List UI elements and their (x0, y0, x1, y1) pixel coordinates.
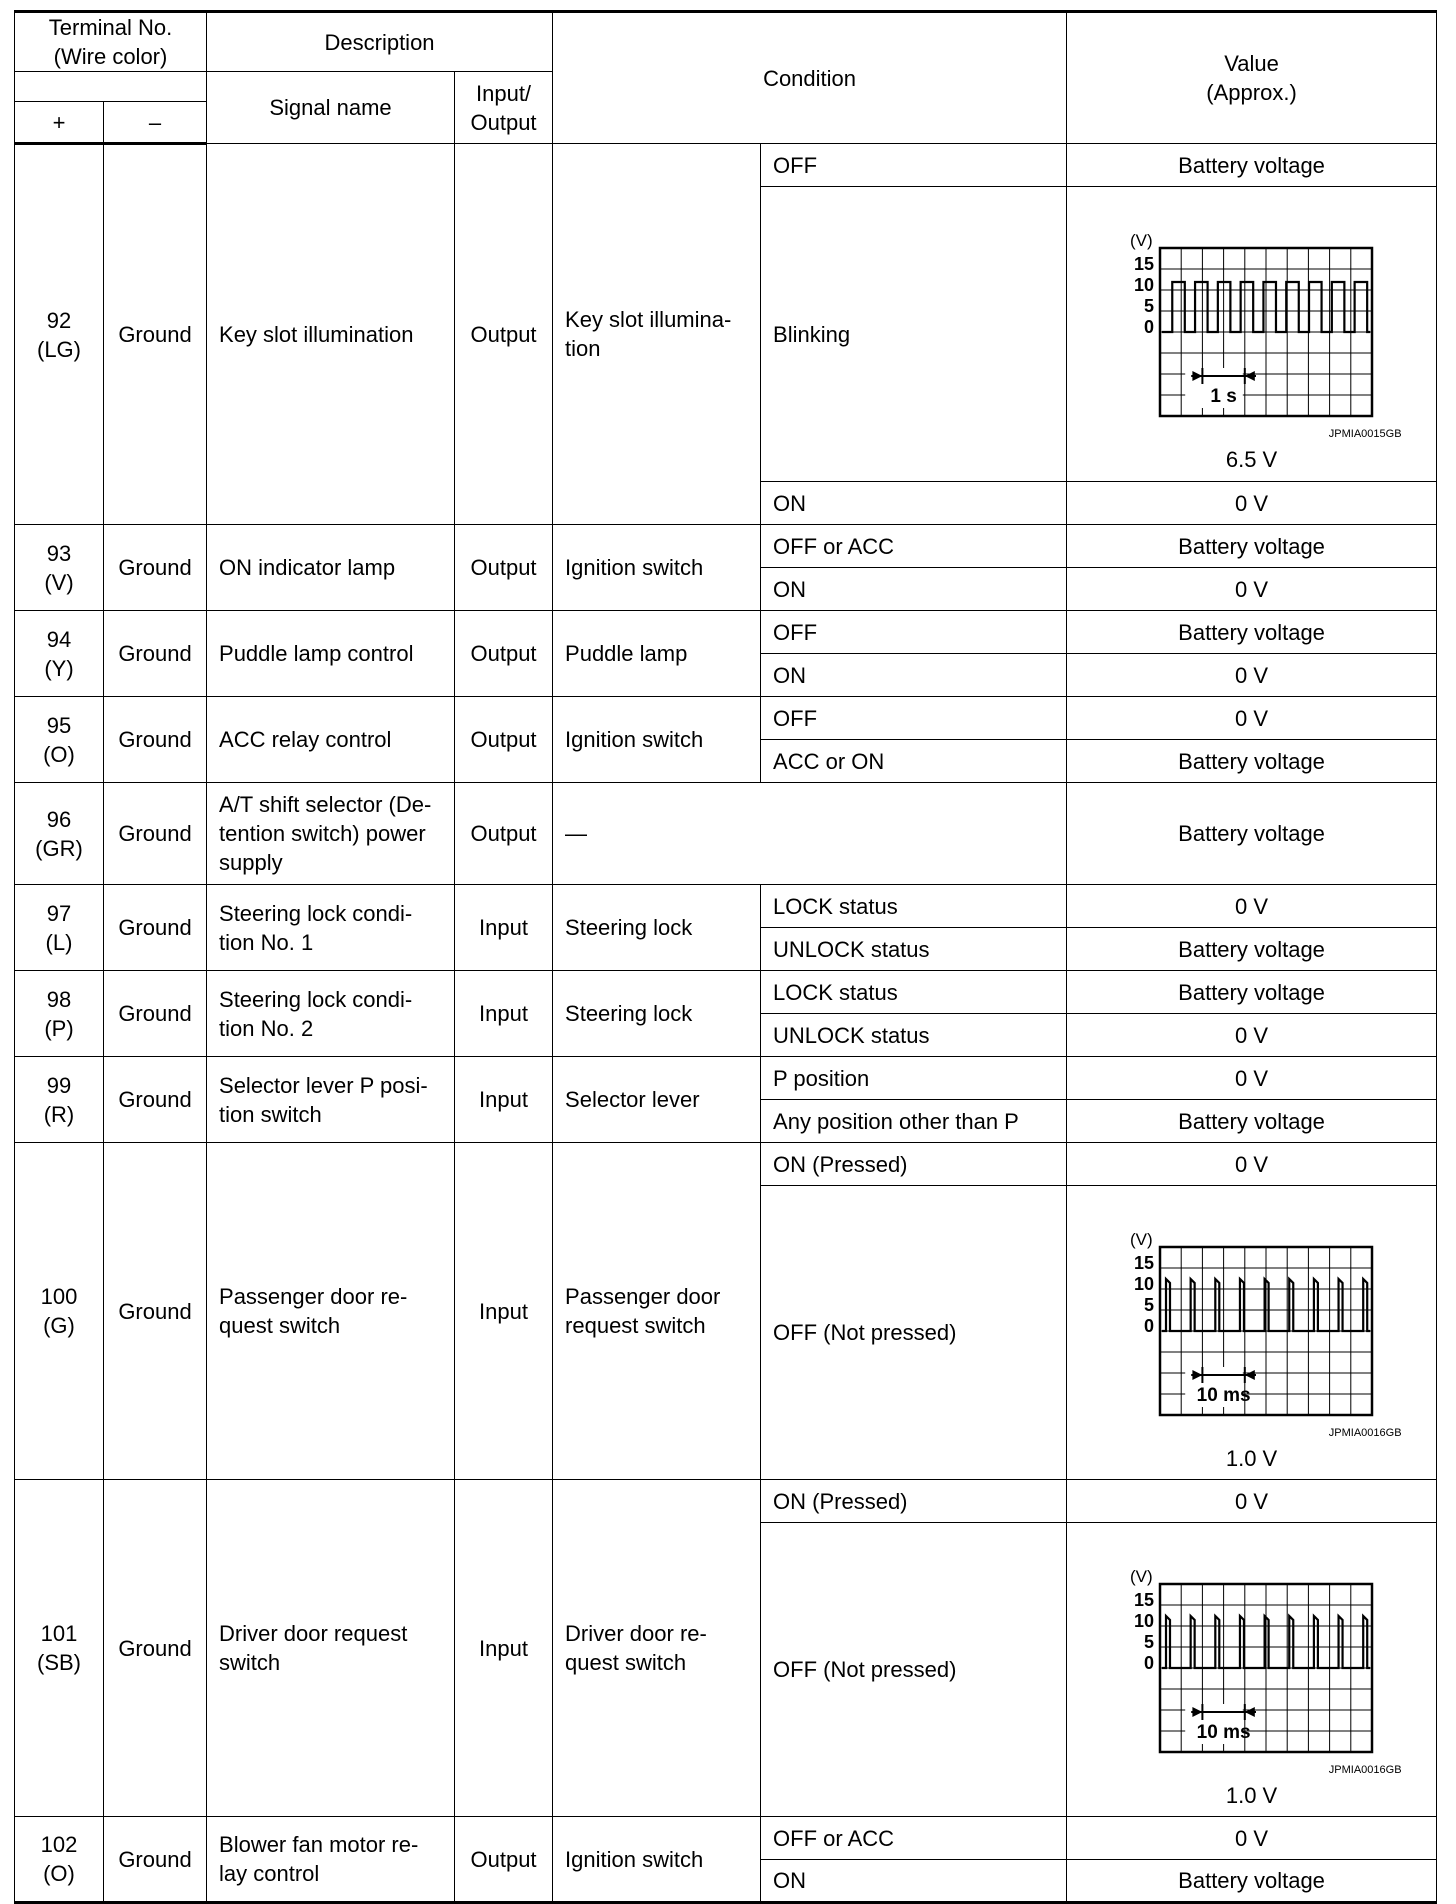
tick-label: 5 (1143, 296, 1154, 316)
value-cell: Battery voltage (1067, 144, 1437, 187)
wire-color: (G) (43, 1313, 75, 1338)
waveform-value: 1.0 V (1225, 1782, 1278, 1808)
header-plus: + (15, 102, 104, 144)
terminal-number: 92 (46, 307, 72, 333)
header-description: Description (207, 12, 553, 72)
tick-label: 5 (1143, 1294, 1154, 1315)
header-signal-name: Signal name (207, 72, 455, 144)
header-value (1067, 12, 1437, 144)
condition-cell: OFF (761, 611, 1067, 654)
condition-cell: Any position other than P (761, 1100, 1067, 1143)
value-cell: 0 V (1067, 885, 1437, 928)
terminal-cell (15, 1480, 104, 1817)
io-cell: Output (455, 525, 553, 611)
value-cell: 0 V (1067, 697, 1437, 740)
terminal-cell (15, 885, 104, 971)
condition-cell: P position (761, 1057, 1067, 1100)
value-cell: 0 V (1067, 1057, 1437, 1100)
wire-color: (GR) (35, 835, 83, 861)
condition-main-cell: Ignition switch (553, 697, 761, 783)
value-cell: 0 V (1067, 1480, 1437, 1523)
signal-name-cell: Steering lock condi-tion No. 1 (207, 885, 455, 971)
io-cell: Input (455, 1480, 553, 1817)
waveform-code: JPMIA0015GB (1328, 428, 1402, 440)
condition-main-cell: Key slot illumina-tion (553, 144, 761, 525)
condition-main-cell: Puddle lamp (553, 611, 761, 697)
terminal-number: 93 (46, 540, 72, 566)
condition-main-cell: Ignition switch (553, 525, 761, 611)
terminal-cell (15, 611, 104, 697)
wire-color: (P) (44, 1015, 74, 1041)
wire-color: (L) (45, 929, 73, 955)
time-division-label: 10 ms (1196, 1721, 1251, 1743)
io-cell: Output (455, 783, 553, 885)
io-cell: Input (455, 885, 553, 971)
condition-main-cell: Passenger door request switch (553, 1143, 761, 1480)
ground-cell: Ground (104, 144, 207, 525)
header-value-label: Value (1224, 51, 1279, 76)
terminal-number: 95 (46, 712, 72, 738)
condition-cell: LOCK status (761, 971, 1067, 1014)
waveform-cell (1067, 1523, 1437, 1817)
table-row (15, 885, 1437, 928)
terminal-number: 97 (46, 900, 72, 926)
table-row (15, 611, 1437, 654)
tick-label: 15 (1133, 254, 1154, 274)
signal-name-cell: Puddle lamp control (207, 611, 455, 697)
terminal-cell (15, 971, 104, 1057)
terminal-number: 98 (46, 986, 72, 1012)
table-row (15, 783, 1437, 885)
condition-cell: UNLOCK status (761, 1014, 1067, 1057)
tick-label: 10 (1133, 1273, 1154, 1294)
table-row (15, 1057, 1437, 1100)
wire-color: (SB) (37, 1650, 81, 1675)
header-terminal-no (15, 12, 207, 72)
waveform-value: 1.0 V (1225, 1445, 1278, 1471)
waveform-code: JPMIA0016GB (1328, 1426, 1402, 1439)
ground-cell: Ground (104, 783, 207, 885)
io-cell: Output (455, 697, 553, 783)
table-row (15, 1480, 1437, 1523)
terminal-number: 102 (40, 1832, 78, 1857)
condition-main-cell: Driver door re-quest switch (553, 1480, 761, 1817)
unit-label: (V) (1129, 1566, 1153, 1586)
time-division-label: 1 s (1209, 386, 1237, 407)
terminal-cell (15, 1817, 104, 1903)
terminal-cell (15, 144, 104, 525)
waveform-graph (1130, 1230, 1372, 1415)
value-cell: Battery voltage (1067, 1100, 1437, 1143)
wire-color: (O) (43, 1861, 75, 1886)
condition-cell: ON (761, 654, 1067, 697)
waveform-box (1100, 1529, 1404, 1811)
waveform-chart (1102, 1529, 1402, 1761)
terminal-cell (15, 697, 104, 783)
waveform-chart (1102, 193, 1402, 425)
tick-label: 0 (1143, 317, 1154, 337)
terminal-number: 101 (40, 1621, 78, 1646)
condition-cell: OFF or ACC (761, 525, 1067, 568)
condition-cell: OFF (761, 697, 1067, 740)
condition-main-cell: Steering lock (553, 885, 761, 971)
header-input-label: Input/ (476, 80, 532, 106)
header-wire-color-label: (Wire color) (53, 44, 168, 69)
header-approx-label: (Approx.) (1206, 80, 1297, 105)
terminal-spec-table (14, 10, 1437, 1904)
ground-cell: Ground (104, 1057, 207, 1143)
time-division-label: 10 ms (1196, 1384, 1251, 1406)
condition-cell: LOCK status (761, 885, 1067, 928)
io-cell: Output (455, 144, 553, 525)
condition-main-cell: Selector lever (553, 1057, 761, 1143)
header-minus: – (104, 102, 207, 144)
wire-color: (O) (43, 741, 75, 767)
condition-main-cell: Steering lock (553, 971, 761, 1057)
ground-cell: Ground (104, 1817, 207, 1903)
wire-color: (R) (43, 1101, 75, 1127)
table-row (15, 971, 1437, 1014)
condition-main-cell: Ignition switch (553, 1817, 761, 1903)
waveform-box (1100, 193, 1404, 475)
value-cell: 0 V (1067, 1014, 1437, 1057)
value-cell: Battery voltage (1067, 525, 1437, 568)
condition-cell: ON (761, 482, 1067, 525)
ground-cell: Ground (104, 697, 207, 783)
table-row (15, 1143, 1437, 1186)
table-row (15, 144, 1437, 187)
terminal-number: 100 (40, 1284, 78, 1309)
ground-cell: Ground (104, 525, 207, 611)
terminal-number: 94 (46, 626, 72, 652)
waveform-chart (1102, 1192, 1402, 1424)
signal-name-cell: Selector lever P posi-tion switch (207, 1057, 455, 1143)
wire-color: (V) (44, 569, 74, 595)
tick-label: 15 (1133, 1589, 1154, 1610)
io-cell: Input (455, 1057, 553, 1143)
waveform-cell (1067, 187, 1437, 482)
io-cell: Input (455, 971, 553, 1057)
value-cell: 0 V (1067, 654, 1437, 697)
terminal-number: 99 (46, 1072, 72, 1098)
unit-label: (V) (1129, 1229, 1153, 1249)
terminal-number: 96 (46, 806, 72, 832)
io-cell: Output (455, 611, 553, 697)
waveform-box (1100, 1192, 1404, 1474)
wire-color: (LG) (37, 336, 81, 362)
tick-label: 15 (1133, 1252, 1154, 1273)
table-row (15, 697, 1437, 740)
tick-label: 10 (1133, 275, 1154, 295)
condition-cell: Blinking (761, 187, 1067, 482)
signal-name-cell: Blower fan motor re-lay control (207, 1817, 455, 1903)
waveform-graph (1130, 231, 1372, 416)
ground-cell: Ground (104, 1143, 207, 1480)
terminal-cell (15, 1143, 104, 1480)
terminal-cell (15, 1057, 104, 1143)
waveform-code: JPMIA0016GB (1328, 1763, 1402, 1776)
value-cell: Battery voltage (1067, 783, 1437, 885)
condition-main-cell: — (553, 783, 1067, 885)
header-output-label: Output (470, 109, 537, 135)
header-condition: Condition (553, 12, 1067, 144)
condition-cell: OFF (Not pressed) (761, 1186, 1067, 1480)
terminal-spec-table-wrapper (14, 10, 1436, 1904)
value-cell: 0 V (1067, 1143, 1437, 1186)
signal-name-cell: A/T shift selector (De-tention switch) power supply (207, 783, 455, 885)
table-row (15, 525, 1437, 568)
signal-name-cell: Passenger door re-quest switch (207, 1143, 455, 1480)
ground-cell: Ground (104, 611, 207, 697)
value-cell: Battery voltage (1067, 740, 1437, 783)
value-cell: Battery voltage (1067, 928, 1437, 971)
condition-cell: ON (Pressed) (761, 1480, 1067, 1523)
value-cell: Battery voltage (1067, 611, 1437, 654)
table-row (15, 1817, 1437, 1860)
unit-label: (V) (1129, 231, 1153, 250)
condition-cell: UNLOCK status (761, 928, 1067, 971)
value-cell: 0 V (1067, 482, 1437, 525)
terminal-cell (15, 783, 104, 885)
tick-label: 0 (1143, 1315, 1154, 1336)
ground-cell: Ground (104, 971, 207, 1057)
value-cell: Battery voltage (1067, 971, 1437, 1014)
time-marker-arrow (1244, 1370, 1254, 1380)
wire-color: (Y) (44, 655, 74, 681)
condition-cell: OFF (Not pressed) (761, 1523, 1067, 1817)
signal-name-cell: Driver door request switch (207, 1480, 455, 1817)
signal-name-cell: ACC relay control (207, 697, 455, 783)
condition-cell: ON (761, 568, 1067, 611)
io-cell: Input (455, 1143, 553, 1480)
tick-label: 5 (1143, 1631, 1154, 1652)
header-terminal-no-label: Terminal No. (48, 15, 173, 40)
ground-cell: Ground (104, 1480, 207, 1817)
condition-cell: ON (Pressed) (761, 1143, 1067, 1186)
time-marker-arrow (1244, 1707, 1254, 1717)
condition-cell: OFF or ACC (761, 1817, 1067, 1860)
waveform-value: 6.5 V (1225, 447, 1278, 472)
value-cell: 0 V (1067, 1817, 1437, 1860)
waveform-cell (1067, 1186, 1437, 1480)
condition-cell: OFF (761, 144, 1067, 187)
signal-name-cell: Key slot illumination (207, 144, 455, 525)
tick-label: 10 (1133, 1610, 1154, 1631)
condition-cell: ON (761, 1860, 1067, 1903)
value-cell: Battery voltage (1067, 1860, 1437, 1903)
tick-label: 0 (1143, 1652, 1154, 1673)
header-input-output (455, 72, 553, 144)
signal-name-cell: ON indicator lamp (207, 525, 455, 611)
signal-name-cell: Steering lock condi-tion No. 2 (207, 971, 455, 1057)
waveform-graph (1130, 1567, 1372, 1752)
io-cell: Output (455, 1817, 553, 1903)
condition-cell: ACC or ON (761, 740, 1067, 783)
ground-cell: Ground (104, 885, 207, 971)
value-cell: 0 V (1067, 568, 1437, 611)
terminal-cell (15, 525, 104, 611)
time-marker-arrow (1244, 371, 1254, 381)
